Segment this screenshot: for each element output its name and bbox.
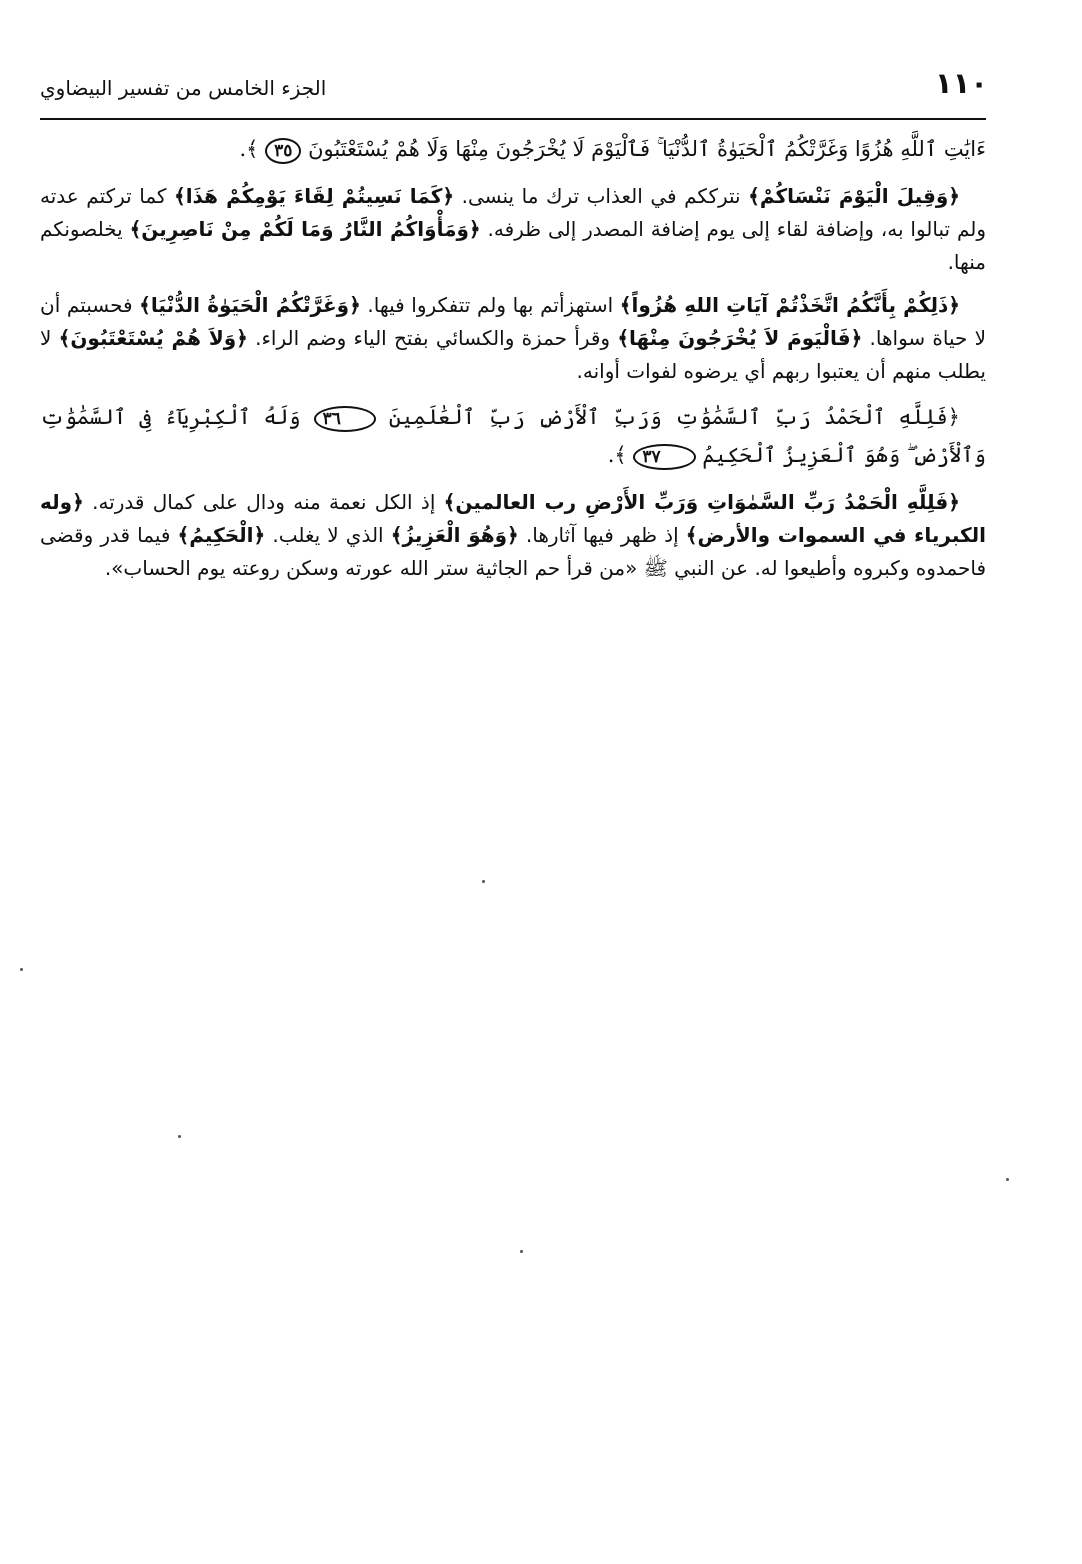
quoted-verse: ﴿كَمَا نَسِيتُمْ لِقَاءَ يَوْمِكُمْ هَذَا﴾ <box>173 184 455 208</box>
verse-text: ءَايَٰتِ ٱللَّهِ هُزُوًا وَغَرَّتْكُمُ ٱلْحَيَوٰةُ ٱلدُّنْيَا ۚ فَٱلْيَوْمَ لَا يُخْرَجُونَ مِنْهَا وَلَا هُمْ يُسْتَعْتَبُونَ <box>308 137 986 161</box>
scan-speck <box>20 968 23 971</box>
commentary-text: وقرأ حمزة والكسائي بفتح الياء وضم الراء. <box>247 326 618 350</box>
quoted-verse: ﴿فَالْيَومَ لاَ يُخْرَجُونَ مِنْهَا﴾ <box>617 326 863 350</box>
ayah-number-marker: ٣٧ <box>633 444 695 470</box>
commentary-text: إذ ظهر فيها آثارها. <box>518 523 686 547</box>
commentary-paragraph-1 <box>40 180 986 279</box>
commentary-text: نترككم في العذاب ترك ما ينسى. <box>454 184 749 208</box>
commentary-text: فيما قدر وقضى فاحمدوه وكبروه وأطيعوا له. عن النبي ﷺ «من قرأ حم الجاثية ستر الله عورته وسكن روعته يوم الحساب». <box>40 523 986 580</box>
scan-speck <box>482 880 485 883</box>
header-rule <box>40 118 986 120</box>
running-title: الجزء الخامس من تفسير البيضاوي <box>40 76 327 100</box>
commentary-text: لا يطلب منهم أن يعتبوا ربهم أي يرضوه لفوات أوانه. <box>40 326 986 383</box>
quoted-verse: ﴿وَمَأْوَاكُمُ النَّارُ وَمَا لَكُمْ مِنْ نَاصِرِينَ﴾ <box>129 217 481 241</box>
verse-37-text: وَلَهُ ٱلْكِبْرِيَآءُ فِى ٱلسَّمَٰوَٰتِ وَٱلْأَرْضِ ۖ وَهُوَ ٱلْعَزِيزُ ٱلْحَكِيمُ <box>40 405 986 467</box>
commentary-text: الذي لا يغلب. <box>265 523 391 547</box>
scan-speck <box>178 1135 181 1138</box>
quoted-verse: ﴿فَلِلَّهِ الْحَمْدُ رَبِّ السَّمٰوَاتِ وَرَبِّ الأَرْضِ رب العالمين﴾ <box>443 490 960 514</box>
quoted-verse: ﴿الْحَكِيمُ﴾ <box>177 523 266 547</box>
commentary-text: إذ الكل نعمة منه ودال على كمال قدرته. <box>83 490 444 514</box>
quoted-verse: ﴿وَقِيلَ الْيَوْمَ نَنْسَاكُمْ﴾ <box>748 184 960 208</box>
commentary-paragraph-2 <box>40 289 986 388</box>
verses-36-37 <box>40 398 986 474</box>
page-number: ١١٠ <box>934 66 988 100</box>
ayah-number-marker: ٣٦ <box>314 406 376 432</box>
scan-speck <box>1006 1178 1009 1181</box>
commentary-text: استهزأتم بها ولم تتفكروا فيها. <box>360 293 620 317</box>
verse-36-text: ﴿فَلِلَّهِ ٱلْحَمْدُ رَبِّ ٱلسَّمَٰوَٰتِ وَرَبِّ ٱلْأَرْضِ رَبِّ ٱلْعَٰلَمِينَ <box>388 405 960 429</box>
page-body <box>40 130 986 595</box>
commentary-text: كما تركتم عدته ولم تبالوا به، وإضافة لقاء إلى يوم إضافة المصدر إلى ظرفه. <box>40 184 987 241</box>
quoted-verse: ﴿ذَلِكُمْ بِأَنَّكُمُ اتَّخَذْتُمْ آيَاتِ اللهِ هُزُواً﴾ <box>619 293 960 317</box>
commentary-text: فحسبتم أن لا حياة سواها. <box>40 293 987 350</box>
quoted-verse: ﴿وَغَرَّتْكُمُ الْحَيَوٰةُ الدُّنْيَا﴾ <box>139 293 361 317</box>
quoted-verse: ﴿وَلاَ هُمْ يُسْتَعْتَبُونَ﴾ <box>58 326 248 350</box>
verse-closing: ﴾. <box>607 443 627 467</box>
page-header <box>40 66 990 118</box>
quoted-verse: ﴿وَهُوَ الْعَزِيزُ﴾ <box>390 523 519 547</box>
scan-speck <box>520 1250 523 1253</box>
ayah-number-marker: ٣٥ <box>265 138 301 164</box>
verse-35-end <box>40 130 986 168</box>
quoted-verse: ﴿وله الكبرياء في السموات والأرض﴾ <box>40 490 986 547</box>
verse-closing: ﴾. <box>239 137 259 161</box>
commentary-text: يخلصونكم منها. <box>40 217 986 274</box>
commentary-paragraph-3 <box>40 486 986 585</box>
